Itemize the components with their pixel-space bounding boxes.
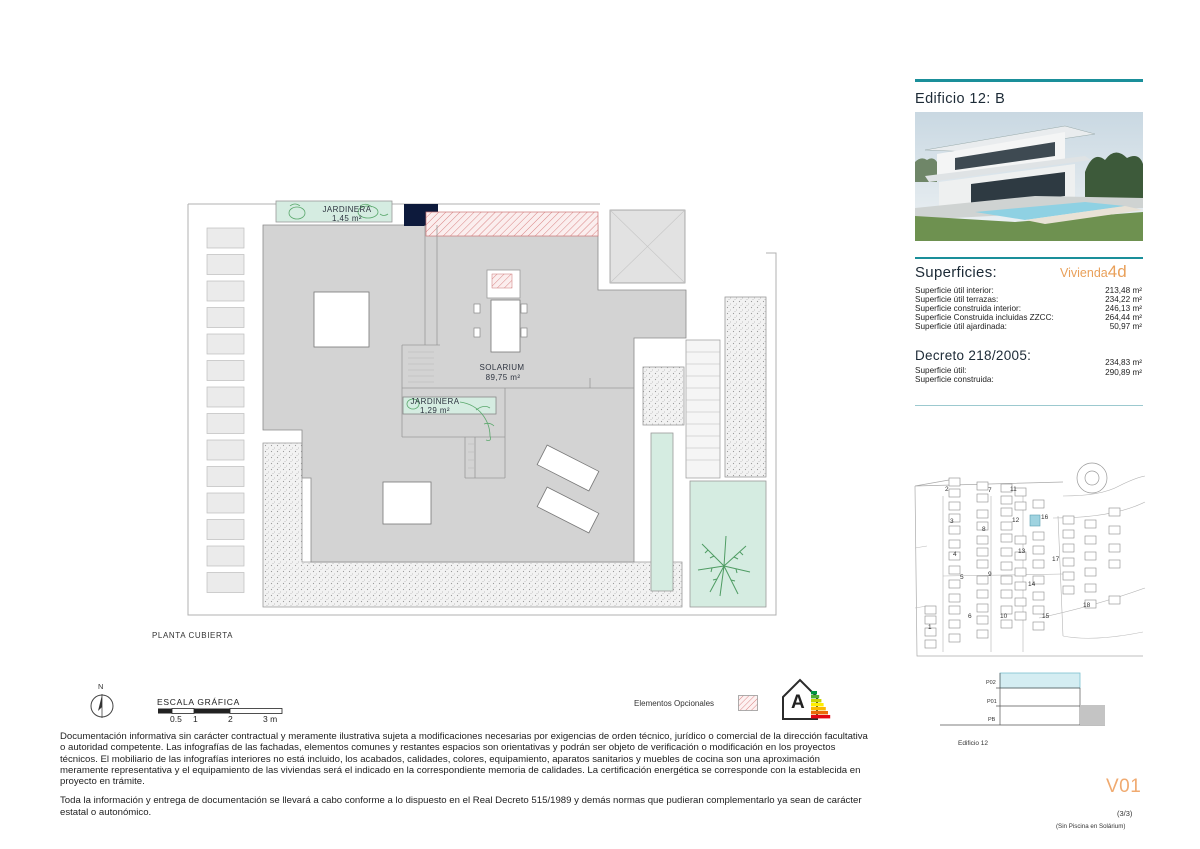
site-plan-unit [977, 482, 988, 490]
site-plan-unit [925, 606, 936, 614]
north-label: N [98, 682, 104, 691]
disclaimer-paragraph: Documentación informativa sin carácter contractual y meramente ilustrativa sujeta a modificaciones necesarias por exigencias de orden técnico, jurídico o comercial de la dirección facultativa o autoridad competente. Las infografías de las fachadas, elementos comunes y restantes espacios son orientativas y podrán ser objeto de verificación o modificación en los proyectos técnicos. El mobiliario de las infografías interiores no está incluido, los acabados, calidades, colores, equipamiento, aparatos sanitarios y muebles de cocina son una aproximación meramente representativa y el equipamiento de las viviendas será el indicado en la correspondiente memoria de calidades. La certificación energética se corresponde con la establecida en proyecto en trámite. [60, 731, 868, 788]
paving-tile [207, 228, 244, 248]
site-plan-unit [949, 566, 960, 574]
site-plan-unit [949, 594, 960, 602]
site-plan-unit [949, 502, 960, 510]
building-title: Edificio 12: B [915, 91, 1006, 107]
skylight-upper [314, 292, 369, 347]
building-section [940, 668, 1110, 730]
site-plan-unit [1033, 622, 1044, 630]
site-plan-unit [1015, 568, 1026, 576]
site-plan-unit [1015, 598, 1026, 606]
site-plan-unit [977, 576, 988, 584]
optional-elements-swatch [738, 695, 758, 711]
section-level-p02 [1000, 673, 1080, 688]
site-plan-number: 6 [968, 613, 972, 620]
energy-label-icon [781, 677, 833, 721]
planter-top-area: 1,45 m² [332, 214, 362, 223]
site-plan-unit [977, 536, 988, 544]
planter-middle-area: 1,29 m² [420, 406, 450, 415]
gravel-strip-middle [643, 367, 684, 425]
paving-tile [207, 493, 244, 513]
site-plan-unit [949, 540, 960, 548]
paving-tile [207, 281, 244, 301]
site-plan-unit [1109, 560, 1120, 568]
energy-bars [811, 691, 830, 718]
site-plan-unit [1001, 562, 1012, 570]
surface-label: Superficie útil ajardinada: [915, 321, 1007, 331]
site-plan-number: 8 [982, 526, 986, 533]
site-plan-number: 16 [1041, 514, 1049, 521]
disclaimer-text [60, 731, 870, 818]
section-level-label: P01 [987, 699, 997, 705]
roundabout-island [1085, 471, 1099, 485]
site-plan-unit [1033, 546, 1044, 554]
site-plan-unit [1033, 592, 1044, 600]
surface-label: Superficie Construida incluidas ZZCC: [915, 312, 1054, 322]
surface-label: Superficie construida interior: [915, 303, 1022, 313]
site-plan-number: 3 [950, 518, 954, 525]
site-plan-unit [1085, 520, 1096, 528]
site-plan-unit [977, 604, 988, 612]
scale-tick: 2 [228, 714, 233, 724]
chair [474, 304, 480, 313]
paving-tile [207, 387, 244, 407]
paving-tile [207, 334, 244, 354]
section-level-label: PB [988, 717, 996, 723]
site-plan-number: 1 [928, 624, 932, 631]
site-plan-unit [977, 510, 988, 518]
building-render [915, 112, 1143, 241]
site-plan-unit [949, 634, 960, 642]
site-plan-unit [1063, 544, 1074, 552]
site-plan-number: 9 [988, 571, 992, 578]
planter-middle-label: JARDINERA [410, 397, 460, 406]
surface-value: 246,13 m² [1105, 303, 1142, 313]
paving-tile [207, 440, 244, 460]
sheet-note: (Sin Piscina en Solárium) [1056, 823, 1126, 830]
energy-bar [811, 707, 826, 710]
site-plan-unit [977, 560, 988, 568]
surface-value: 213,48 m² [1105, 286, 1142, 295]
paving-tile [207, 520, 244, 540]
energy-bar [811, 711, 828, 714]
page-number: (3/3) [1117, 809, 1133, 818]
site-plan-unit [1033, 560, 1044, 568]
site-plan-unit [977, 590, 988, 598]
site-plan-unit [1085, 552, 1096, 560]
site-plan-unit [977, 494, 988, 502]
site-plan-number: 17 [1052, 556, 1060, 563]
site-plan-unit [1015, 536, 1026, 544]
site-plan-unit [949, 620, 960, 628]
site-plan-unit [977, 616, 988, 624]
scale-tick: 1 [193, 714, 198, 724]
energy-rating: A [791, 692, 805, 713]
optional-cover-strip [426, 212, 598, 236]
site-plan-unit [1109, 544, 1120, 552]
unit-type [1060, 262, 1127, 282]
site-plan-number: 14 [1028, 581, 1036, 588]
site-plan-units [925, 478, 1120, 648]
site-plan-unit [949, 606, 960, 614]
panel-rule [915, 257, 1143, 259]
scale-tick: 0.5 [170, 714, 182, 724]
section-caption: Edificio 12 [958, 740, 988, 747]
site-plan-unit [1109, 526, 1120, 534]
highlighted-unit [1030, 515, 1040, 526]
site-plan-number: 18 [1083, 602, 1091, 609]
site-plan-number: 11 [1010, 486, 1017, 493]
paving-tile [207, 255, 244, 275]
site-plan-number: 10 [1000, 613, 1008, 620]
site-plan-unit [1033, 500, 1044, 508]
site-plan-unit [1001, 590, 1012, 598]
energy-bar [811, 695, 819, 698]
energy-bar [811, 703, 824, 706]
site-plan-unit [1015, 582, 1026, 590]
paving-tile [207, 308, 244, 328]
site-plan-unit [1001, 522, 1012, 530]
paving-tile [207, 573, 244, 593]
skylight-lower [383, 482, 431, 524]
optional-elements-label: Elementos Opcionales [634, 699, 715, 708]
surfaces-table [915, 287, 1142, 332]
site-plan-number: 15 [1042, 613, 1050, 620]
energy-bar [811, 691, 817, 694]
site-plan-unit [1085, 568, 1096, 576]
site-plan-unit [1063, 516, 1074, 524]
paving-tile [207, 414, 244, 434]
site-plan-unit [1033, 532, 1044, 540]
surface-value: 50,97 m² [1109, 321, 1142, 331]
planter-top-label: JARDINERA [322, 205, 372, 214]
site-plan-unit [1063, 572, 1074, 580]
chair [474, 328, 480, 337]
solarium-area: 89,75 m² [485, 373, 521, 382]
disclaimer-paragraph: Toda la información y entrega de documentación se llevará a cabo conforme a lo dispuesto en el Real Decreto 515/1989 y demás normas que pudieran complementarlo ya sean de carácter estatal o autonómico. [60, 795, 862, 818]
site-plan-unit [1063, 586, 1074, 594]
decree-label: Superficie construida: [915, 375, 994, 384]
site-plan-number: 12 [1012, 517, 1020, 524]
panel-rule [915, 405, 1143, 406]
site-plan-unit [1001, 534, 1012, 542]
site-plan-unit [925, 616, 936, 624]
site-plan-number: 7 [988, 487, 992, 494]
site-plan-unit [1109, 596, 1120, 604]
site-plan-number: 13 [1018, 548, 1026, 555]
paving-tiles [207, 228, 244, 593]
site-plan-unit [1085, 536, 1096, 544]
scale-title: ESCALA GRÁFICA [157, 697, 241, 707]
decree-value: 234,83 m² [1105, 358, 1142, 367]
site-plan-unit [925, 640, 936, 648]
panel-top-rule [915, 79, 1143, 82]
site-plan-unit [1015, 502, 1026, 510]
site-plan-unit [949, 580, 960, 588]
surfaces-heading: Superficies: [915, 264, 997, 281]
decree-label: Superficie útil: [915, 366, 967, 375]
site-plan-number: 2 [945, 486, 949, 493]
site-plan-unit [1001, 508, 1012, 516]
unit-word: Vivienda [1060, 266, 1108, 280]
site-plan-unit [1001, 620, 1012, 628]
scale-tick: 3 m [263, 714, 278, 724]
plan-title: PLANTA CUBIERTA [152, 631, 234, 640]
chair [521, 304, 527, 313]
compass-icon [88, 684, 116, 718]
unit-code: 4d [1107, 262, 1127, 281]
paving-tile [207, 467, 244, 487]
chair [521, 328, 527, 337]
site-plan-unit [949, 526, 960, 534]
surface-label: Superficie útil interior: [915, 286, 994, 295]
surface-row [915, 323, 1142, 332]
section-level-label: P02 [986, 680, 996, 686]
site-plan-unit [1001, 496, 1012, 504]
site-plan-unit [949, 489, 960, 497]
paving-tile [207, 546, 244, 566]
site-plan-unit [1109, 508, 1120, 516]
site-plan-unit [1085, 584, 1096, 592]
roundabout [1077, 463, 1107, 493]
site-plan-unit [1001, 548, 1012, 556]
side-staircase [686, 340, 720, 478]
render-trees [1085, 152, 1143, 198]
site-plan-unit [1063, 530, 1074, 538]
site-plan-number: 4 [953, 551, 957, 558]
site-plan-unit [1015, 612, 1026, 620]
surface-value: 234,22 m² [1105, 294, 1142, 304]
solarium-label: SOLARIUM [479, 363, 525, 372]
dumbwaiter-hatch [492, 274, 512, 288]
site-plan-unit [977, 630, 988, 638]
gravel-strip-right [725, 297, 766, 477]
site-plan-number: 5 [960, 574, 964, 581]
surface-label: Superficie útil terrazas: [915, 294, 999, 304]
site-plan-unit [977, 548, 988, 556]
decree-heading: Decreto 218/2005: [915, 348, 1032, 363]
energy-bar [811, 699, 821, 702]
decree-value: 290,89 m² [1105, 368, 1142, 377]
site-plan-unit [1001, 576, 1012, 584]
section-terrain [1080, 705, 1105, 725]
site-plan-unit [1063, 558, 1074, 566]
site-plan-unit [949, 478, 960, 486]
surface-value: 264,44 m² [1105, 312, 1142, 322]
planter-strip [651, 433, 673, 591]
sheet-code: V01 [1106, 776, 1142, 797]
garden-square [690, 481, 766, 607]
energy-bar [811, 715, 830, 718]
paving-tile [207, 361, 244, 381]
dining-table [491, 300, 520, 352]
